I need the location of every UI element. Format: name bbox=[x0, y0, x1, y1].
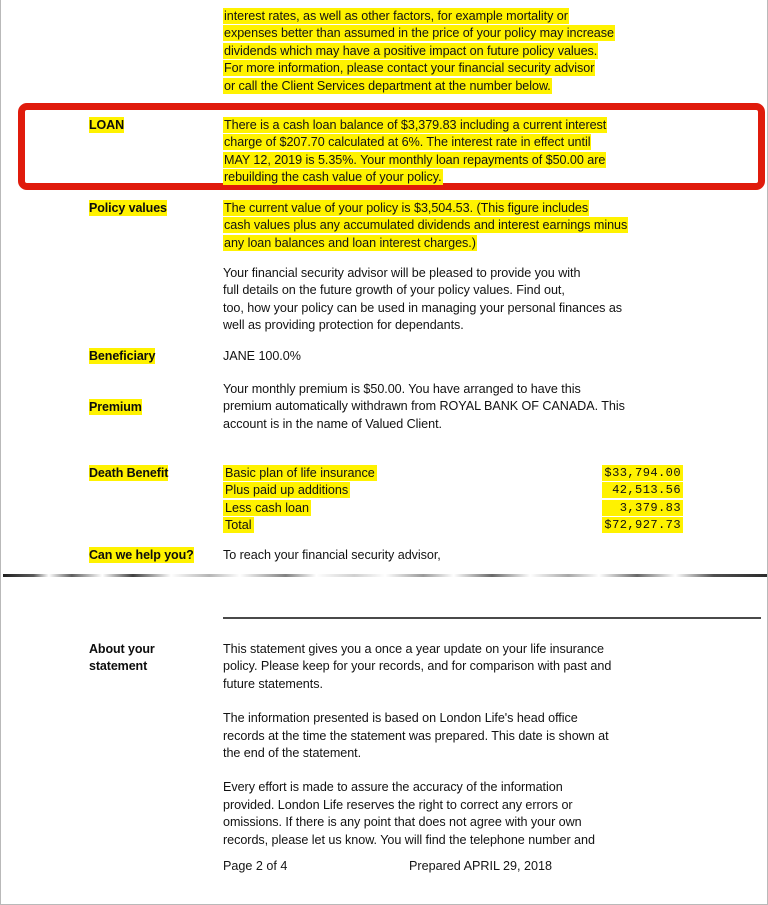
intro-line: For more information, please contact your financial security advisor bbox=[224, 61, 595, 76]
about-line: future statements. bbox=[223, 676, 323, 691]
policy-values-line: cash values plus any accumulated dividends and interest earnings minus bbox=[224, 218, 628, 233]
death-benefit-description: Plus paid up additions bbox=[225, 483, 349, 498]
prepared-date-label: Prepared APRIL 29, 2018 bbox=[409, 859, 553, 873]
section-label-can-we-help-you: Can we help you? bbox=[89, 548, 194, 562]
policy-values-plain-line: full details on the future growth of your policy values. Find out, bbox=[223, 283, 565, 298]
death-benefit-amount: 3,379.83 bbox=[604, 500, 681, 515]
section-label-policy-values: Policy values bbox=[89, 201, 167, 215]
about-line: policy. Please keep for your records, and for comparison with past and bbox=[223, 659, 612, 674]
policy-values-plain-line: Your financial security advisor will be pleased to provide you with bbox=[223, 266, 581, 280]
intro-paragraph-text bbox=[223, 8, 708, 95]
death-benefit-description: Less cash loan bbox=[225, 500, 310, 515]
intro-line: or call the Client Services department at the number below. bbox=[224, 78, 551, 93]
can-we-help-you-line: To reach your financial security advisor, bbox=[223, 548, 441, 562]
about-paragraph bbox=[223, 779, 708, 849]
policy-values-plain-line: too, how your policy can be used in managing your personal finances as bbox=[223, 300, 623, 315]
loan-line: MAY 12, 2019 is 5.35%. Your monthly loan repayments of $50.00 are bbox=[224, 152, 606, 167]
table-row bbox=[223, 500, 683, 517]
death-benefit-amount: $33,794.00 bbox=[604, 466, 681, 480]
about-line: Every effort is made to assure the accuracy of the information bbox=[223, 780, 563, 795]
death-benefit-table bbox=[223, 465, 683, 535]
about-paragraph bbox=[223, 641, 708, 693]
section-divider-rule bbox=[223, 617, 761, 619]
about-line: This statement gives you a once a year update on your life insurance bbox=[223, 642, 604, 656]
premium-line: account is in the name of Valued Client. bbox=[223, 416, 442, 431]
table-row bbox=[223, 517, 683, 534]
section-label-beneficiary: Beneficiary bbox=[89, 349, 156, 363]
intro-line: expenses better than assumed in the price of your policy may increase bbox=[224, 26, 614, 41]
about-line: omissions. If there is any point that does not agree with your own bbox=[223, 815, 582, 830]
section-body-can-we-help-you bbox=[223, 547, 708, 564]
death-benefit-description: Total bbox=[225, 518, 252, 533]
policy-values-line: any loan balances and loan interest charges.) bbox=[224, 235, 476, 250]
section-body-loan bbox=[223, 117, 708, 187]
intro-line: dividends which may have a positive impact on future policy values. bbox=[224, 43, 598, 58]
section-body-premium bbox=[223, 381, 708, 433]
table-row bbox=[223, 482, 683, 499]
policy-values-plain-line: well as providing protection for dependants. bbox=[223, 318, 464, 333]
section-body-policy-values-highlighted bbox=[223, 200, 708, 252]
beneficiary-value: JANE 100.0% bbox=[223, 349, 301, 363]
death-benefit-amount: 42,513.56 bbox=[604, 483, 681, 498]
about-line: provided. London Life reserves the right to correct any errors or bbox=[223, 797, 573, 812]
premium-line: premium automatically withdrawn from ROYAL BANK OF CANADA. This bbox=[223, 399, 625, 414]
intro-line: interest rates, as well as other factors, for example mortality or bbox=[224, 9, 568, 23]
page-number-label: Page 2 of 4 bbox=[223, 859, 288, 873]
about-label-line-2: statement bbox=[89, 659, 148, 673]
loan-line: There is a cash loan balance of $3,379.83 including a current interest bbox=[224, 118, 607, 132]
section-body-beneficiary bbox=[223, 348, 708, 365]
about-paragraph bbox=[223, 710, 708, 762]
about-line: The information presented is based on London Life's head office bbox=[223, 711, 578, 726]
loan-line: charge of $207.70 calculated at 6%. The interest rate in effect until bbox=[224, 135, 591, 150]
scan-fold-line bbox=[3, 574, 767, 577]
section-label-premium: Premium bbox=[89, 400, 142, 414]
about-line: the end of the statement. bbox=[223, 746, 362, 761]
premium-line: Your monthly premium is $50.00. You have arranged to have this bbox=[223, 382, 581, 396]
section-body-policy-values-plain bbox=[223, 265, 708, 335]
section-label-loan: LOAN bbox=[89, 118, 125, 132]
about-label-line-1: About your bbox=[89, 642, 155, 656]
section-label-about-your-statement bbox=[89, 641, 224, 675]
death-benefit-amount: $72,927.73 bbox=[604, 518, 681, 533]
section-label-death-benefit: Death Benefit bbox=[89, 466, 169, 480]
section-body-about-your-statement bbox=[223, 641, 708, 849]
about-line: records, please let us know. You will find the telephone number and bbox=[223, 832, 595, 847]
loan-line: rebuilding the cash value of your policy. bbox=[224, 170, 442, 185]
table-row bbox=[223, 465, 683, 482]
policy-values-line: The current value of your policy is $3,504.53. (This figure includes bbox=[224, 201, 589, 215]
death-benefit-description: Basic plan of life insurance bbox=[225, 466, 375, 480]
about-line: records at the time the statement was prepared. This date is shown at bbox=[223, 728, 609, 743]
